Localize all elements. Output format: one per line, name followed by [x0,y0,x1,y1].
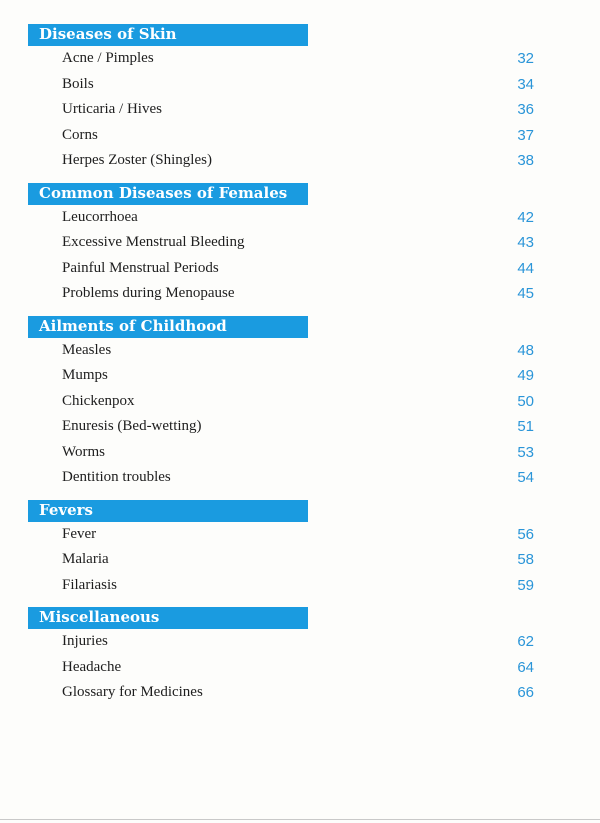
toc-entry[interactable] [0,465,600,491]
entry-title: Chickenpox [62,392,135,409]
entry-title: Fever [62,525,97,542]
entry-title: Urticaria / Hives [62,101,162,117]
entry-page-number: 44 [517,259,534,277]
toc-entry[interactable] [0,123,600,149]
toc-entry[interactable] [0,522,600,548]
section-header: Miscellaneous [28,607,308,627]
toc-entry[interactable] [0,440,600,466]
entry-title: Painful Menstrual Periods [62,259,219,276]
entry-title: Acne / Pimples [62,50,154,66]
entry-title: Problems during Menopause [62,285,235,301]
entry-page-number: 49 [517,367,534,384]
toc-entry[interactable] [0,629,600,655]
toc-entry[interactable] [0,72,600,98]
entry-page-number: 37 [517,126,534,144]
toc-entry[interactable] [0,97,600,123]
section-header: Diseases of Skin [28,24,308,44]
entry-title: Corns [62,126,98,143]
entry-page-number: 66 [517,684,534,701]
entry-title: Herpes Zoster (Shingles) [62,152,212,168]
entry-title: Glossary for Medicines [62,684,203,700]
entry-page-number: 43 [517,234,534,251]
entry-title: Mumps [62,367,108,383]
toc-entry[interactable] [0,230,600,256]
section-header: Common Diseases of Females [28,183,308,203]
entry-page-number: 56 [517,525,534,543]
entry-page-number: 42 [517,208,534,226]
entry-page-number: 38 [517,152,534,169]
page-bottom-divider [0,819,600,820]
entry-page-number: 59 [517,576,534,594]
toc-entry[interactable] [0,389,600,415]
toc-entry[interactable] [0,338,600,364]
entry-page-number: 51 [517,418,534,435]
toc-entry[interactable] [0,363,600,389]
entry-page-number: 58 [517,551,534,568]
toc-section-common-diseases-of-females [0,183,600,307]
entry-title: Malaria [62,551,109,567]
entry-page-number: 48 [517,341,534,359]
section-header: Fevers [28,500,308,520]
toc-entry[interactable] [0,256,600,282]
toc-entry[interactable] [0,46,600,72]
toc-entry[interactable] [0,205,600,231]
entry-page-number: 34 [517,75,534,93]
entry-page-number: 54 [517,469,534,486]
toc-entry[interactable] [0,573,600,599]
entry-title: Measles [62,341,112,358]
entry-page-number: 50 [517,392,534,410]
entry-title: Enuresis (Bed-wetting) [62,418,202,434]
entry-title: Excessive Menstrual Bleeding [62,234,245,250]
entry-title: Dentition troubles [62,469,171,485]
entry-title: Headache [62,658,122,675]
entry-title: Injuries [62,633,108,649]
entry-page-number: 36 [517,101,534,118]
toc-section-ailments-of-childhood [0,316,600,491]
toc-entry[interactable] [0,680,600,706]
section-header: Ailments of Childhood [28,316,308,336]
toc-entry[interactable] [0,414,600,440]
toc-entry[interactable] [0,655,600,681]
table-of-contents [0,24,600,715]
entry-page-number: 32 [517,50,534,67]
toc-section-diseases-of-skin [0,24,600,174]
toc-entry[interactable] [0,148,600,174]
entry-page-number: 64 [517,658,534,676]
toc-entry[interactable] [0,547,600,573]
toc-section-miscellaneous [0,607,600,706]
entry-title: Boils [62,75,94,92]
toc-section-fevers [0,500,600,599]
entry-title: Filariasis [62,576,117,593]
entry-title: Worms [62,443,105,460]
toc-entry[interactable] [0,281,600,307]
entry-page-number: 53 [517,443,534,461]
entry-page-number: 45 [517,285,534,302]
entry-title: Leucorrhoea [62,208,138,225]
entry-page-number: 62 [517,633,534,650]
